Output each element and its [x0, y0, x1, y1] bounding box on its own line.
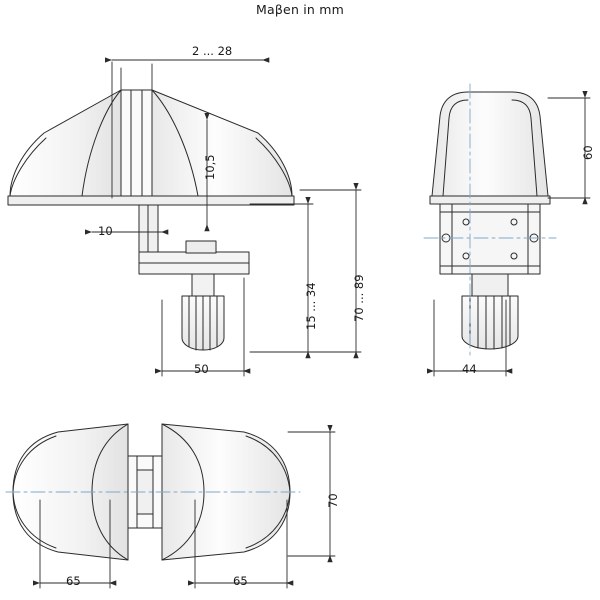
- front-view-geometry: [8, 90, 294, 350]
- dim-70: 70: [326, 493, 340, 508]
- dim-65-left: 65: [66, 574, 81, 588]
- dim-10-5: 10,5: [203, 154, 217, 180]
- dim-44: 44: [462, 362, 477, 376]
- dim-50: 50: [194, 362, 209, 376]
- dim-15-34: 15 ... 34: [304, 282, 318, 330]
- dim-10: 10: [98, 224, 113, 238]
- dim-70-89: 70 ... 89: [352, 274, 366, 322]
- dim-60: 60: [581, 145, 595, 160]
- side-view-geometry: [430, 92, 550, 349]
- dim-2-28: 2 ... 28: [192, 44, 233, 58]
- dim-65-right: 65: [233, 574, 248, 588]
- drawing-title: Maβen in mm: [256, 2, 344, 17]
